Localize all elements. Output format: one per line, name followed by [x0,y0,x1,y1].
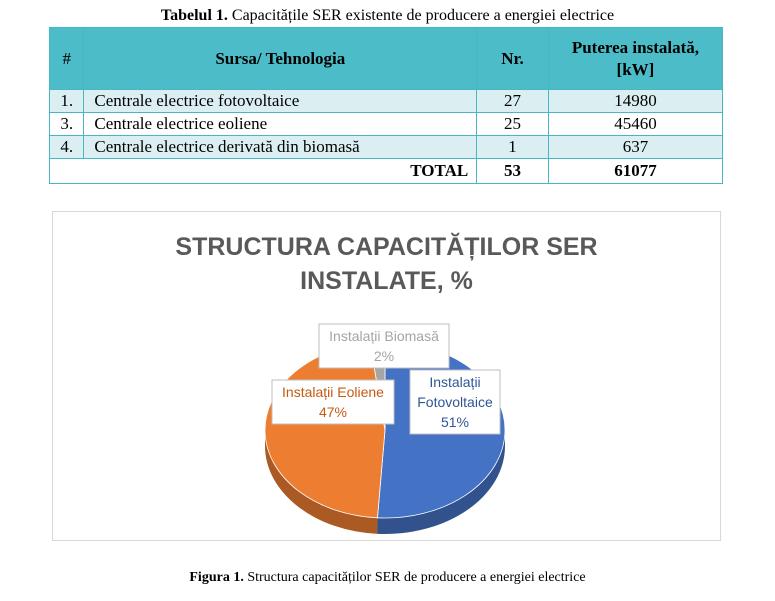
pie-chart-figure [52,211,721,541]
data-label-name: Instalații Biomasă [329,328,439,344]
header-nr: Nr. [477,28,549,90]
chart-title-line2: INSTALATE, % [300,267,473,295]
data-label-value: 47% [318,404,348,420]
header-power-line1: Puterea instalată, [571,37,700,57]
row-name: Centrale electrice derivată din biomasă [84,136,477,159]
row-power: 14980 [548,90,722,113]
figure-caption-label: Figura 1. [189,570,244,585]
row-power: 45460 [548,113,722,136]
row-name: Centrale electrice fotovoltaice [84,90,477,113]
data-label-name: Instalații Eoliene [282,384,384,400]
row-nr: 27 [477,90,549,113]
data-label-0 [410,370,500,434]
header-power [548,28,722,90]
figure-caption-text: Structura capacităților SER de producere a energiei electrice [247,570,586,585]
data-label-value: 51% [440,414,470,430]
table-row [50,136,723,159]
table-caption-label: Tabelul 1. [160,7,228,24]
header-source: Sursa/ Tehnologia [84,28,477,90]
table-header-row [50,28,723,90]
data-label-name: Instalații [429,374,481,390]
data-label-value: 2% [373,348,395,364]
figure-caption [0,569,775,587]
table-caption [0,6,775,26]
table-row [50,90,723,113]
row-num: 1. [50,90,84,113]
header-num: # [50,28,84,90]
row-nr: 25 [477,113,549,136]
row-nr: 1 [477,136,549,159]
data-label-1 [272,380,394,424]
table-total-row [50,159,723,184]
data-label-2 [319,324,449,368]
total-nr: 53 [477,159,549,184]
data-label-name: Fotovoltaice [417,394,493,410]
total-power: 61077 [548,159,722,184]
row-name: Centrale electrice eoliene [84,113,477,136]
pie-chart [53,212,722,542]
chart-title-line1: STRUCTURA CAPACITĂȚILOR SER [175,233,598,261]
total-label: TOTAL [50,159,477,184]
table-row [50,113,723,136]
row-power: 637 [548,136,722,159]
header-power-line2: [kW] [616,59,655,79]
row-num: 4. [50,136,84,159]
row-num: 3. [50,113,84,136]
table-caption-text: Capacitățile SER existente de producere a energiei electrice [231,7,615,24]
ser-capacity-table [49,27,723,184]
